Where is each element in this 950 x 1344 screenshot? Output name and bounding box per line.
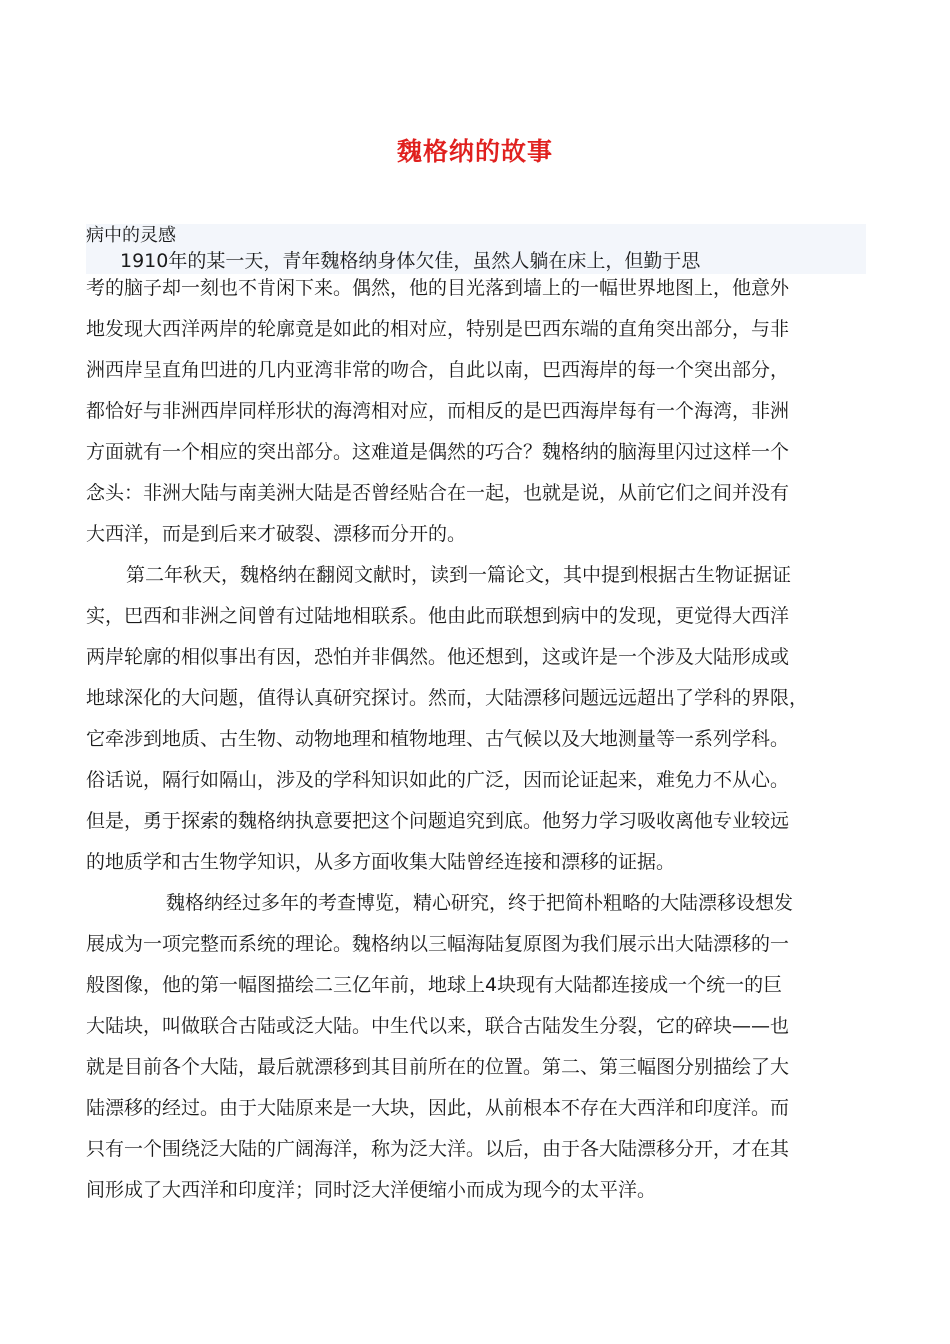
text-line: 两岸轮廓的相似事出有因，恐怕并非偶然。他还想到，这或许是一个涉及大陆形成或: [86, 646, 790, 668]
text-line: 只有一个围绕泛大陆的广阔海洋，称为泛大洋。以后，由于各大陆漂移分开，才在其: [86, 1138, 790, 1160]
text-line: 大陆块，叫做联合古陆或泛大陆。中生代以来，联合古陆发生分裂，它的碎块——也: [86, 1015, 790, 1037]
paragraph-first-line-text: 1910年的某一天，青年魏格纳身体欠佳，虽然人躺在床上，但勤于思: [120, 250, 701, 272]
section-heading: 病中的灵感: [86, 224, 866, 248]
text-line: 都恰好与非洲西岸同样形状的海湾相对应，而相反的是巴西海岸每有一个海湾，非洲: [86, 400, 790, 422]
text-line: 的地质学和古生物学知识，从多方面收集大陆曾经连接和漂移的证据。: [86, 851, 676, 873]
body-text: [86, 268, 886, 1211]
text-line: 考的脑子却一刻也不肯闲下来。偶然，他的目光落到墙上的一幅世界地图上，他意外: [86, 277, 790, 299]
text-line: 但是，勇于探索的魏格纳执意要把这个问题追究到底。他努力学习吸收离他专业较远: [86, 810, 790, 832]
text-line: 展成为一项完整而系统的理论。魏格纳以三幅海陆复原图为我们展示出大陆漂移的一: [86, 933, 790, 955]
text-line: 实，巴西和非洲之间曾有过陆地相联系。他由此而联想到病中的发现，更觉得大西洋: [86, 605, 790, 627]
text-line: 陆漂移的经过。由于大陆原来是一大块，因此，从前根本不存在大西洋和印度洋。而: [86, 1097, 790, 1119]
text-line: 方面就有一个相应的突出部分。这难道是偶然的巧合？魏格纳的脑海里闪过这样一个: [86, 441, 790, 463]
page-title: 魏格纳的故事: [396, 137, 553, 166]
text-line: 就是目前各个大陆，最后就漂移到其目前所在的位置。第二、第三幅图分别描绘了大: [86, 1056, 790, 1078]
text-line: 俗话说，隔行如隔山，涉及的学科知识如此的广泛，因而论证起来，难免力不从心。: [86, 769, 790, 791]
text-line: 大西洋，而是到后来才破裂、漂移而分开的。: [86, 523, 467, 545]
text-line: 间形成了大西洋和印度洋；同时泛大洋便缩小而成为现今的太平洋。: [86, 1179, 657, 1201]
text-line: 洲西岸呈直角凹进的几内亚湾非常的吻合，自此以南，巴西海岸的每一个突出部分，: [86, 359, 790, 381]
text-line: 第二年秋天，魏格纳在翻阅文献时，读到一篇论文，其中提到根据古生物证据证: [126, 564, 792, 586]
text-line: 地球深化的大问题，值得认真研究探讨。然而，大陆漂移问题远远超出了学科的界限，: [86, 687, 809, 709]
text-line: 念头：非洲大陆与南美洲大陆是否曾经贴合在一起，也就是说，从前它们之间并没有: [86, 482, 790, 504]
text-line: 魏格纳经过多年的考查博览，精心研究，终于把简朴粗略的大陆漂移设想发: [166, 892, 794, 914]
text-line: 般图像，他的第一幅图描绘二三亿年前，地球上4块现有大陆都连接成一个统一的巨: [86, 974, 783, 996]
text-line: 地发现大西洋两岸的轮廓竟是如此的相对应，特别是巴西东端的直角突出部分，与非: [86, 318, 790, 340]
text-line: 它牵涉到地质、古生物、动物地理和植物地理、古气候以及大地测量等一系列学科。: [86, 728, 790, 750]
